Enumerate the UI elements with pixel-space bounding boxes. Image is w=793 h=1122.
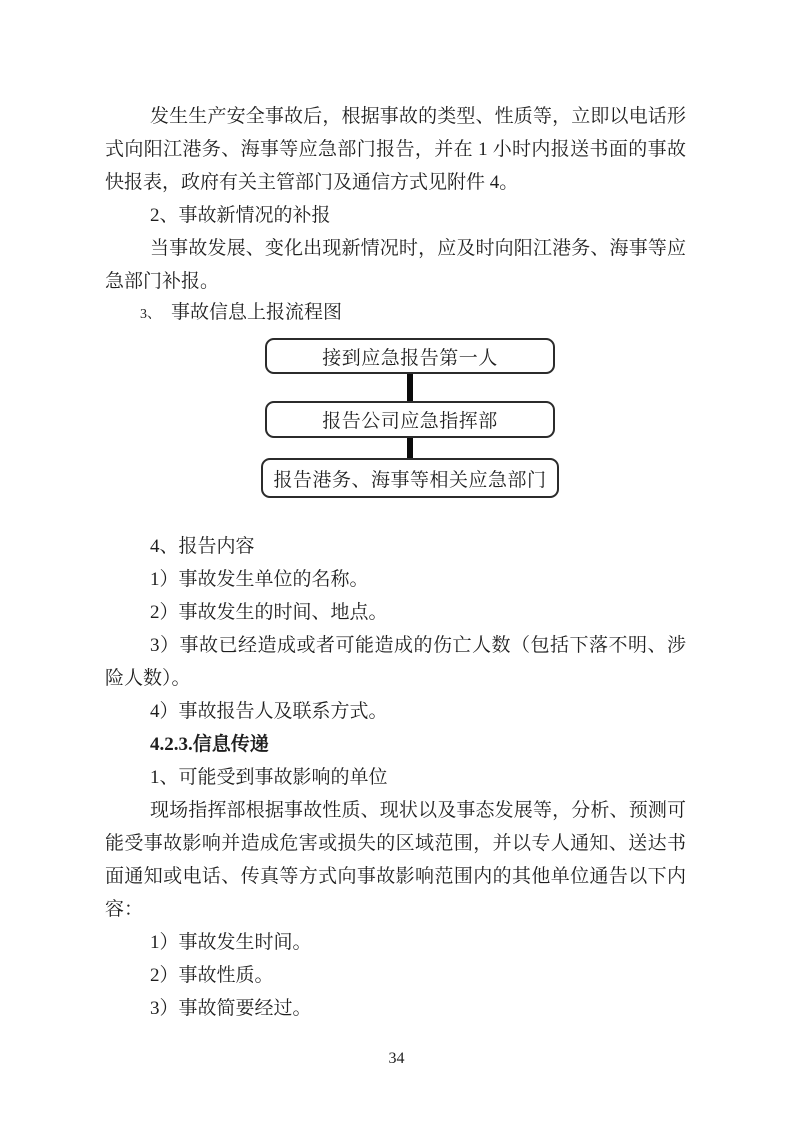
- flowchart-box: 报告港务、海事等相关应急部门: [261, 458, 559, 498]
- flowchart-box: 报告公司应急指挥部: [265, 401, 555, 438]
- flowchart-connector: [407, 438, 413, 458]
- body-text-line: 容：: [105, 899, 144, 920]
- body-text-line: 险人数）。: [105, 668, 191, 689]
- body-text-line: 能受事故影响并造成危害或损失的区域范围，并以专人通知、送达书: [105, 833, 686, 854]
- flowchart-title-number: 3、: [140, 307, 161, 322]
- flowchart: [261, 338, 563, 498]
- flowchart-title: [105, 298, 686, 328]
- body-text-line: 面通知或电话、传真等方式向事故影响范围内的其他单位通告以下内: [105, 866, 686, 887]
- list-item: 2）事故发生的时间、地点。: [150, 602, 388, 623]
- page-number: 34: [388, 1050, 405, 1067]
- body-text-line: 现场指挥部根据事故性质、现状以及事态发展等，分析、预测可: [150, 800, 686, 821]
- list-item: 3）事故简要经过。: [150, 998, 312, 1019]
- list-item-heading: 1、可能受到事故影响的单位: [150, 767, 388, 788]
- list-item: 4）事故报告人及联系方式。: [150, 701, 388, 722]
- list-item: 1）事故发生时间。: [150, 932, 312, 953]
- list-item-heading: 2、事故新情况的补报: [150, 205, 331, 226]
- flowchart-box: 接到应急报告第一人: [265, 338, 555, 374]
- body-text-line: 当事故发展、变化出现新情况时，应及时向阳江港务、海事等应: [150, 238, 686, 259]
- vertical-spacer: [105, 498, 686, 530]
- list-item: 1）事故发生单位的名称。: [150, 569, 369, 590]
- body-text-line: 急部门补报。: [105, 271, 220, 292]
- list-item-heading: 4、报告内容: [150, 536, 255, 557]
- body-text-line: 快报表，政府有关主管部门及通信方式见附件 4。: [105, 172, 519, 193]
- flowchart-title-text: 事故信息上报流程图: [171, 302, 343, 323]
- body-text-line: 式向阳江港务、海事等应急部门报告，并在 1 小时内报送书面的事故: [105, 139, 686, 160]
- section-heading: 4.2.3.信息传递: [150, 734, 269, 755]
- flowchart-connector: [407, 374, 413, 401]
- body-text-line: 3）事故已经造成或者可能造成的伤亡人数（包括下落不明、涉: [150, 635, 686, 656]
- list-item: 2）事故性质。: [150, 965, 274, 986]
- body-text-line: 发生生产安全事故后，根据事故的类型、性质等，立即以电话形: [150, 106, 686, 127]
